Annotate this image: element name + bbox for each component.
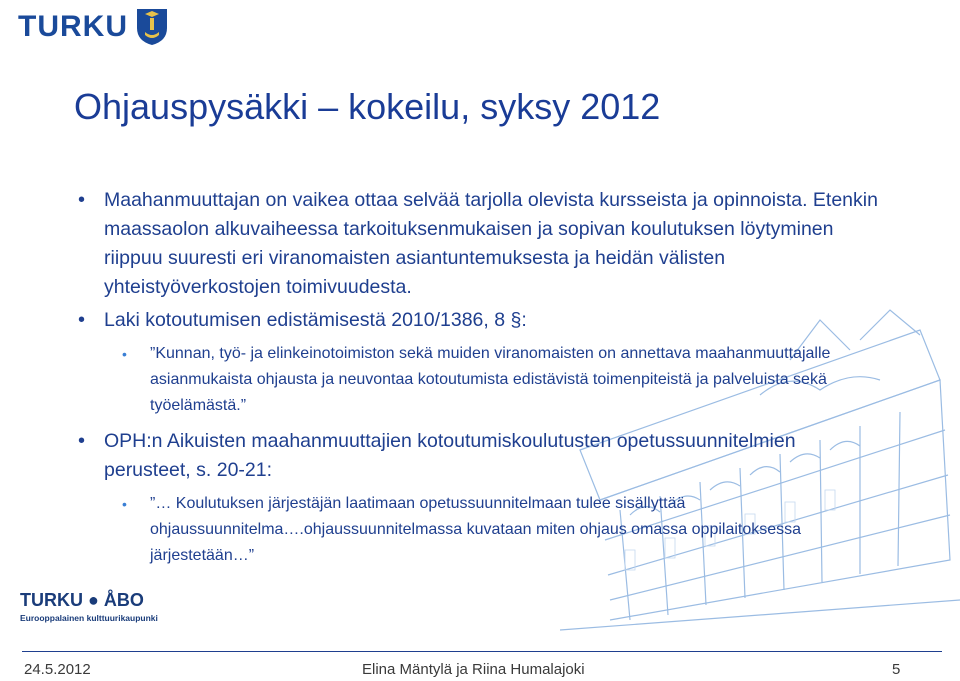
sub-bullet-item bbox=[122, 491, 878, 569]
sub-bullet-text: ”Kunnan, työ- ja elinkeinotoimiston sekä muiden viranomaisten on annettava maahanmuuttajalle asianmukaista ohjausta ja neuvontaa kotoutumista edistävistä toimenpiteistä ja palveluista sekä työelämästä.” bbox=[150, 345, 831, 414]
bullet-text: OPH:n Aikuisten maahanmuuttajien kotoutumiskoulutusten opetussuunnitelmien perusteet, s. 20-21: bbox=[104, 430, 796, 481]
slide-title: Ohjauspysäkki – kokeilu, syksy 2012 bbox=[74, 86, 661, 127]
brand-text: TURKU bbox=[18, 10, 128, 43]
sub-bullet-icon: • bbox=[122, 346, 127, 362]
sub-bullet-text: ”… Koulutuksen järjestäjän laatimaan opetussuunnitelmaan tulee sisällyttää ohjaussuunnitelma….ohjaussuunnitelmassa kuvataan miten ohjaus omassa oppilaitoksessa järjestetään…” bbox=[150, 495, 802, 564]
bullet-item bbox=[78, 186, 878, 302]
bullet-icon: • bbox=[78, 189, 86, 211]
turku-logo bbox=[18, 8, 168, 46]
ecoc-logo-subtitle: Eurooppalainen kulttuurikaupunki bbox=[20, 613, 158, 623]
footer-author: Elina Mäntylä ja Riina Humalajoki bbox=[362, 661, 585, 678]
bullet-icon: • bbox=[78, 430, 86, 452]
footer-date: 24.5.2012 bbox=[24, 661, 91, 678]
bullet-item bbox=[78, 427, 878, 485]
page-number: 5 bbox=[892, 661, 901, 678]
bullet-text: Laki kotoutumisen edistämisestä 2010/1386, 8 §: bbox=[104, 309, 527, 331]
ecoc-logo bbox=[20, 590, 170, 624]
sub-bullet-icon: • bbox=[122, 496, 127, 512]
slide-content bbox=[78, 186, 878, 577]
coat-of-arms-icon bbox=[136, 8, 168, 46]
ecoc-logo-text: TURKU ● ÅBO bbox=[20, 590, 144, 610]
sub-bullet-item bbox=[122, 341, 878, 419]
footer-divider bbox=[22, 651, 942, 652]
bullet-item bbox=[78, 306, 878, 335]
bullet-icon: • bbox=[78, 309, 86, 331]
bullet-text: Maahanmuuttajan on vaikea ottaa selvää tarjolla olevista kursseista ja opinnoista. Etenkin maassaolon alkuvaiheessa tarkoituksenmukaisen ja sopivan koulutuksen löytyminen riippuu suuresti eri viranomaisten asiantuntemuksesta ja heidän välisten yhteistyöverkostojen toimivuudesta. bbox=[104, 189, 878, 298]
